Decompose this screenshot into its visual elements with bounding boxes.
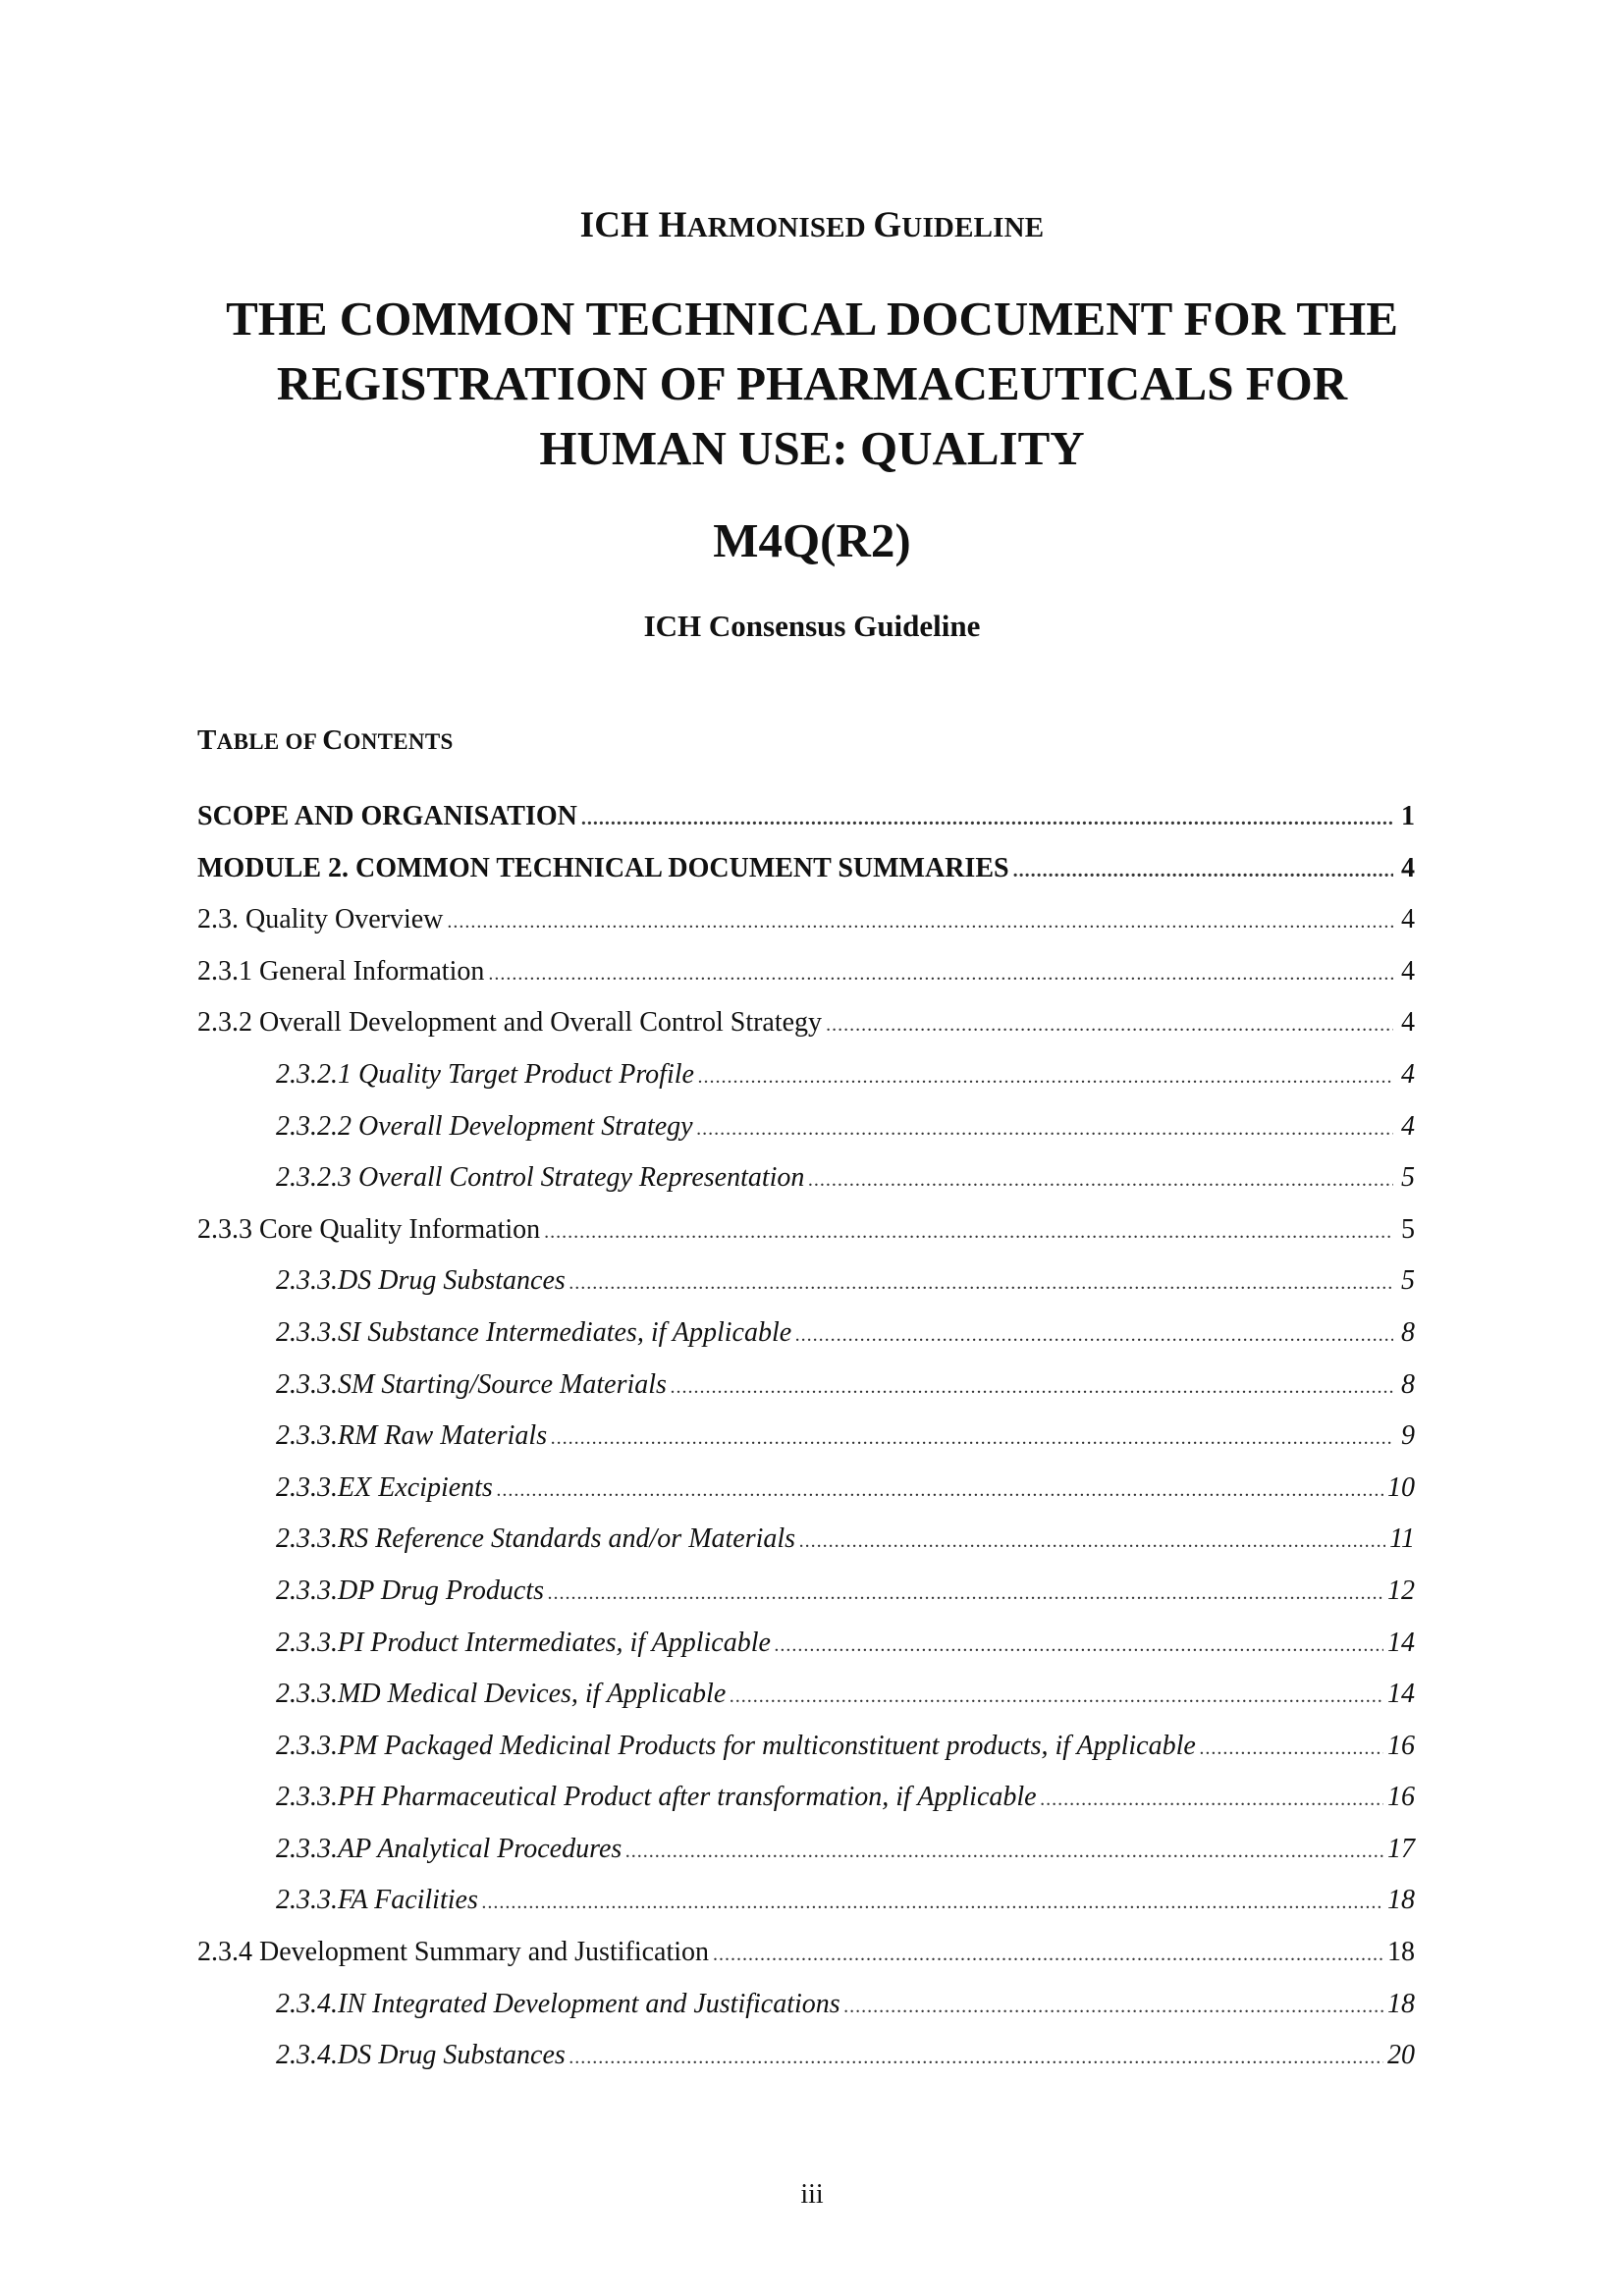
toc-entry[interactable]: [197, 1463, 1415, 1515]
toc-entry-title: 2.3.3 Core Quality Information: [197, 1213, 541, 1245]
dot-leader: [698, 1051, 1393, 1103]
table-of-contents: [197, 791, 1415, 2082]
toc-entry-page: 18: [1387, 1937, 1415, 1968]
toc-entry-title: 2.3.3.RS Reference Standards and/or Materials: [276, 1523, 796, 1555]
toc-entry-page: 20: [1387, 2040, 1415, 2071]
title-line-2: REGISTRATION OF PHARMACEUTICALS FOR: [276, 356, 1348, 410]
dot-leader: [569, 1257, 1393, 1309]
toc-entry-title: 2.3.3.SM Starting/Source Materials: [276, 1368, 667, 1400]
toc-entry-title: 2.3.3.DP Drug Products: [276, 1575, 544, 1606]
toc-heading-cap-1: T: [197, 724, 217, 756]
toc-entry-page: 16: [1387, 1730, 1415, 1761]
toc-entry[interactable]: [197, 1360, 1415, 1412]
toc-heading-rest-2: ONTENTS: [343, 729, 454, 754]
toc-entry[interactable]: [197, 1927, 1415, 1979]
toc-entry-page: 4: [1401, 852, 1415, 883]
dot-leader: [1200, 1723, 1383, 1775]
toc-entry-page: 5: [1401, 1162, 1415, 1194]
toc-entry-title: 2.3.3.PI Product Intermediates, if Applicable: [276, 1627, 771, 1658]
dot-leader: [482, 1877, 1383, 1929]
guideline-code: M4Q(R2): [713, 513, 911, 567]
toc-entry[interactable]: [197, 894, 1415, 946]
title-line-1: THE COMMON TECHNICAL DOCUMENT FOR THE: [226, 292, 1398, 346]
dot-leader: [775, 1620, 1383, 1672]
guideline-type-header: [0, 204, 1624, 246]
dot-leader: [697, 1103, 1393, 1155]
header-rest-2: UIDELINE: [901, 212, 1045, 243]
toc-entry-page: 4: [1401, 1058, 1415, 1090]
toc-entry-title: 2.3.3.RM Raw Materials: [276, 1420, 548, 1452]
header-rest-1: ARMONISED: [686, 212, 874, 243]
toc-entry-title: 2.3.4.IN Integrated Development and Justifications: [276, 1988, 840, 2019]
dot-leader: [730, 1671, 1383, 1723]
dot-leader: [844, 1981, 1383, 2033]
toc-entry-page: 18: [1387, 1988, 1415, 2019]
dot-leader: [713, 1929, 1383, 1981]
toc-entry[interactable]: [197, 1824, 1415, 1876]
toc-entry[interactable]: [197, 1979, 1415, 2031]
toc-entry-title: 2.3.2.3 Overall Control Strategy Representation: [276, 1162, 805, 1194]
toc-entry-page: 14: [1387, 1627, 1415, 1658]
dot-leader: [581, 793, 1393, 845]
toc-entry-page: 17: [1387, 1833, 1415, 1864]
toc-entry[interactable]: [197, 1049, 1415, 1101]
header-cap-1: H: [658, 205, 687, 245]
dot-leader: [497, 1465, 1383, 1517]
toc-entry-page: 5: [1401, 1213, 1415, 1245]
toc-entry-title: 2.3.2.1 Quality Target Product Profile: [276, 1058, 694, 1090]
toc-entry[interactable]: [197, 946, 1415, 998]
dot-leader: [1013, 845, 1393, 897]
toc-entry[interactable]: [197, 1411, 1415, 1463]
toc-entry-page: 1: [1401, 801, 1415, 831]
toc-entry-page: 4: [1401, 904, 1415, 935]
dot-leader: [808, 1154, 1393, 1206]
toc-entry-title: 2.3.3.DS Drug Substances: [276, 1265, 566, 1297]
header-org: ICH: [579, 205, 659, 245]
toc-entry[interactable]: [197, 997, 1415, 1049]
toc-entry-page: 4: [1401, 955, 1415, 987]
dot-leader: [1041, 1774, 1383, 1826]
toc-entry-page: 10: [1387, 1471, 1415, 1503]
toc-entry-page: 4: [1401, 1007, 1415, 1039]
toc-entry-page: 5: [1401, 1265, 1415, 1297]
toc-entry[interactable]: [197, 1101, 1415, 1153]
toc-entry[interactable]: [197, 1308, 1415, 1360]
toc-entry-page: 16: [1387, 1782, 1415, 1813]
toc-entry[interactable]: [197, 1618, 1415, 1670]
toc-entry-page: 8: [1401, 1368, 1415, 1400]
toc-entry[interactable]: [197, 1152, 1415, 1204]
toc-entry-title: MODULE 2. COMMON TECHNICAL DOCUMENT SUMMARIES: [197, 852, 1009, 883]
toc-entry-title: 2.3.4.DS Drug Substances: [276, 2040, 566, 2071]
toc-heading: [197, 724, 454, 757]
toc-entry-title: 2.3.2 Overall Development and Overall Control Strategy: [197, 1007, 823, 1039]
dot-leader: [548, 1568, 1383, 1620]
toc-entry[interactable]: [197, 1566, 1415, 1618]
dot-leader: [544, 1206, 1393, 1258]
toc-entry-title: 2.3.3.MD Medical Devices, if Applicable: [276, 1679, 727, 1710]
toc-entry-page: 12: [1387, 1575, 1415, 1606]
document-title: [147, 287, 1477, 481]
toc-entry-page: 18: [1387, 1885, 1415, 1916]
toc-heading-rest-1: ABLE OF: [216, 729, 323, 754]
toc-entry[interactable]: [197, 843, 1415, 895]
toc-entry-title: 2.3.3.SI Substance Intermediates, if Applicable: [276, 1316, 792, 1348]
toc-entry-title: 2.3.3.PH Pharmaceutical Product after transformation, if Applicable: [276, 1782, 1037, 1813]
toc-entry-title: 2.3.3.FA Facilities: [276, 1885, 478, 1916]
dot-leader: [551, 1413, 1393, 1465]
toc-entry-title: SCOPE AND ORGANISATION: [197, 801, 577, 831]
toc-entry-title: 2.3.3.EX Excipients: [276, 1471, 493, 1503]
toc-entry-title: 2.3.2.2 Overall Development Strategy: [276, 1110, 693, 1142]
toc-entry[interactable]: [197, 1255, 1415, 1308]
title-line-3: HUMAN USE: QUALITY: [539, 421, 1085, 475]
toc-entry-title: 2.3.1 General Information: [197, 955, 485, 987]
toc-entry[interactable]: [197, 1772, 1415, 1824]
header-cap-2: G: [873, 205, 902, 245]
toc-entry-title: 2.3. Quality Overview: [197, 904, 444, 935]
toc-entry[interactable]: [197, 1875, 1415, 1927]
toc-entry-page: 11: [1389, 1523, 1415, 1555]
dot-leader: [447, 896, 1393, 948]
toc-entry[interactable]: [197, 1721, 1415, 1773]
toc-entry-page: 14: [1387, 1679, 1415, 1710]
toc-entry-page: 8: [1401, 1316, 1415, 1348]
dot-leader: [488, 948, 1393, 1000]
page-number: iii: [800, 2179, 824, 2210]
dot-leader: [569, 2032, 1383, 2084]
toc-entry-page: 9: [1401, 1420, 1415, 1452]
dot-leader: [799, 1516, 1385, 1568]
toc-entry[interactable]: [197, 791, 1415, 843]
toc-entry[interactable]: [197, 2030, 1415, 2082]
toc-entry[interactable]: [197, 1204, 1415, 1256]
toc-entry-page: 4: [1401, 1110, 1415, 1142]
toc-entry-title: 2.3.4 Development Summary and Justification: [197, 1937, 710, 1968]
toc-entry-title: 2.3.3.PM Packaged Medicinal Products for multiconstituent products, if Applicable: [276, 1730, 1196, 1761]
dot-leader: [795, 1309, 1393, 1362]
toc-entry-title: 2.3.3.AP Analytical Procedures: [276, 1833, 623, 1864]
dot-leader: [625, 1826, 1383, 1878]
dot-leader: [671, 1362, 1393, 1414]
toc-heading-cap-2: C: [322, 724, 344, 756]
dot-leader: [826, 999, 1393, 1051]
document-subtitle: ICH Consensus Guideline: [643, 609, 981, 643]
toc-entry[interactable]: [197, 1514, 1415, 1566]
toc-entry[interactable]: [197, 1669, 1415, 1721]
